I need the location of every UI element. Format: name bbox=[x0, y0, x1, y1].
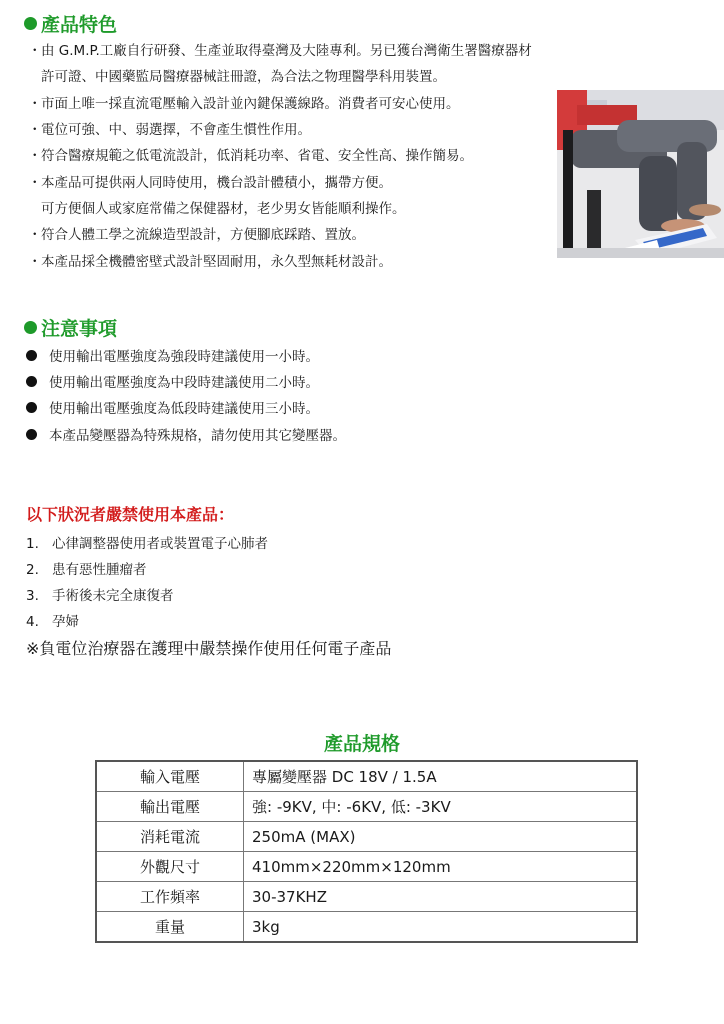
specs-heading: 產品規格 bbox=[324, 733, 401, 755]
feet-on-device-illustration bbox=[557, 90, 724, 258]
prohibited-item: 2. 患有惡性腫瘤者 bbox=[26, 562, 147, 578]
table-row: 輸入電壓 專屬變壓器 DC 18V / 1.5A bbox=[96, 761, 637, 792]
feature-line: ・由 G.M.P.工廠自行研發、生產並取得臺灣及大陸專利。另已獲台灣衛生署醫療器材 bbox=[28, 43, 532, 59]
feature-line: ・本產品可提供兩人同時使用，機台設計體積小，攜帶方便。 bbox=[28, 175, 392, 191]
electronics-warning: ※負電位治療器在護理中嚴禁操作使用任何電子產品 bbox=[26, 639, 392, 658]
note-item: 使用輸出電壓強度為強段時建議使用一小時。 bbox=[26, 345, 319, 365]
feature-line: 可方便個人或家庭常備之保健器材，老少男女皆能順利操作。 bbox=[41, 201, 406, 217]
table-row: 消耗電流 250mA (MAX) bbox=[96, 822, 637, 852]
prohibited-item: 1. 心律調整器使用者或裝置電子心肺者 bbox=[26, 536, 268, 552]
note-item: 使用輸出電壓強度為低段時建議使用三小時。 bbox=[26, 397, 319, 417]
green-dot-icon bbox=[24, 17, 37, 30]
table-row: 重量 3kg bbox=[96, 912, 637, 943]
bullet-dot-icon bbox=[26, 350, 37, 361]
bullet-dot-icon bbox=[26, 376, 37, 387]
product-page bbox=[18, 0, 718, 1024]
feature-line: ・市面上唯一採直流電壓輸入設計並內鍵保護線路。消費者可安心使用。 bbox=[28, 96, 460, 112]
product-usage-photo bbox=[557, 90, 724, 258]
feature-line: ・符合醫療規範之低電流設計，低消耗功率、省電、安全性高、操作簡易。 bbox=[28, 148, 473, 164]
bullet-dot-icon bbox=[26, 402, 37, 413]
feature-line: 許可證、中國藥監局醫療器械註冊證，為合法之物理醫學科用裝置。 bbox=[41, 69, 446, 85]
table-row: 輸出電壓 強: -9KV, 中: -6KV, 低: -3KV bbox=[96, 792, 637, 822]
feature-line: ・電位可強、中、弱選擇，不會產生慣性作用。 bbox=[28, 122, 311, 138]
note-item: 使用輸出電壓強度為中段時建議使用二小時。 bbox=[26, 371, 319, 391]
feature-line: ・符合人體工學之流線造型設計，方便腳底踩踏、置放。 bbox=[28, 227, 365, 243]
specs-table bbox=[95, 760, 638, 943]
features-heading: 產品特色 bbox=[24, 10, 117, 37]
notes-heading: 注意事項 bbox=[24, 314, 117, 341]
feature-line: ・本產品採全機體密壁式設計堅固耐用，永久型無耗材設計。 bbox=[28, 254, 392, 270]
table-row: 工作頻率 30-37KHZ bbox=[96, 882, 637, 912]
table-row: 外觀尺寸 410mm×220mm×120mm bbox=[96, 852, 637, 882]
prohibited-heading: 以下狀況者嚴禁使用本產品： bbox=[26, 505, 235, 524]
bullet-dot-icon bbox=[26, 429, 37, 440]
prohibited-item: 4. 孕婦 bbox=[26, 614, 79, 630]
green-dot-icon bbox=[24, 321, 37, 334]
prohibited-item: 3. 手術後未完全康復者 bbox=[26, 588, 174, 604]
note-item: 本產品變壓器為特殊規格，請勿使用其它變壓器。 bbox=[26, 424, 346, 444]
